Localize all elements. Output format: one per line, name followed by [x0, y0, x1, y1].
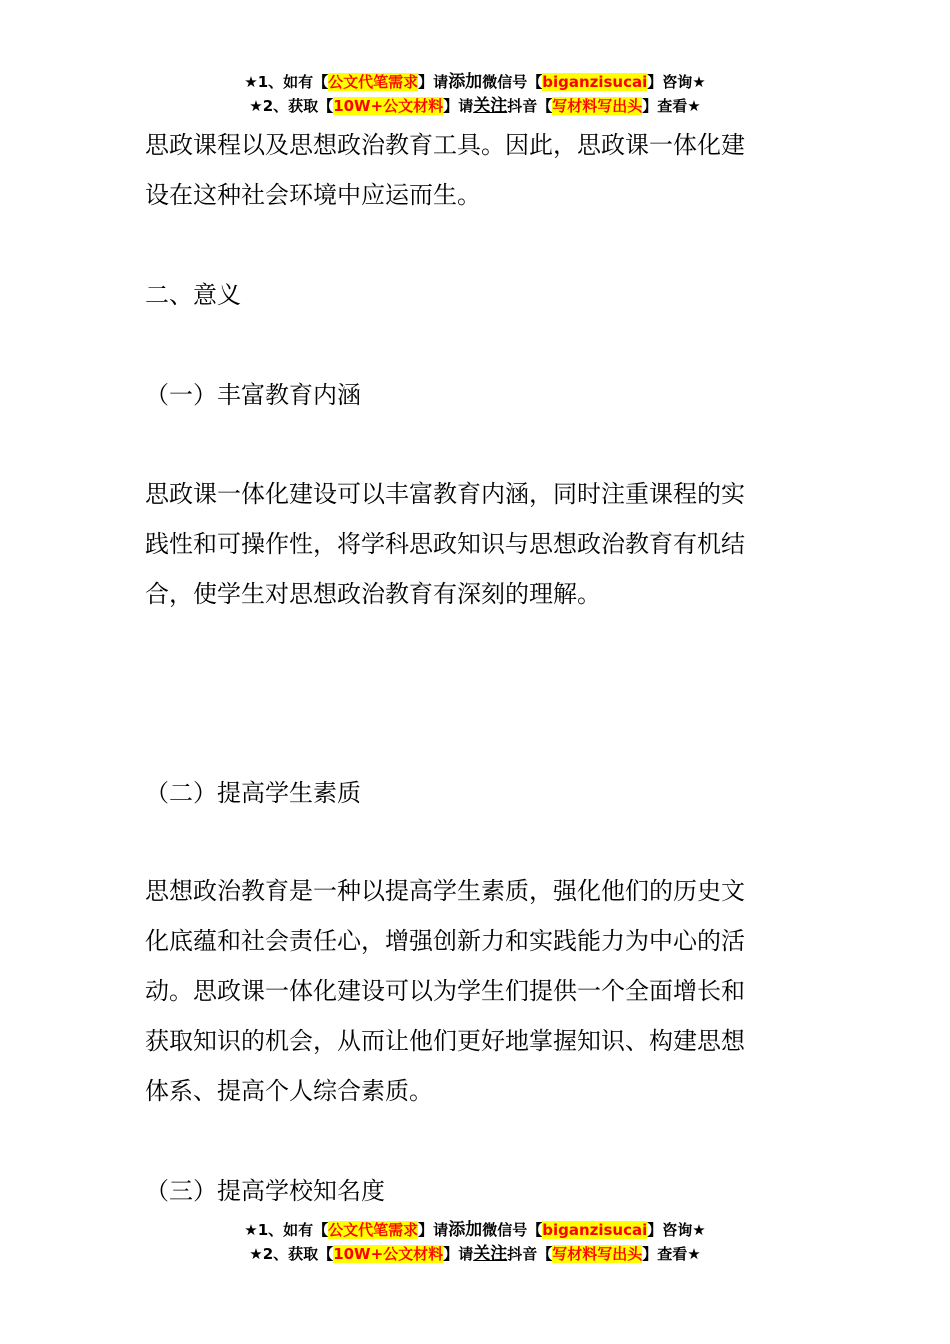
paragraph-intro-end: 思政课程以及思想政治教育工具。因此，思政课一体化建 设在这种社会环境中应运而生。	[145, 131, 745, 209]
subsection-title-1: （一）丰富教育内涵	[145, 381, 361, 409]
header-banner	[0, 70, 950, 118]
section-title-significance: 二、意义	[145, 281, 241, 309]
paragraph-subsection-1: 思政课一体化建设可以丰富教育内涵，同时注重课程的实 践性和可操作性，将学科思政知识与思想政治教育有机结 合，使学生对思想政治教育有深刻的理解。	[145, 480, 745, 608]
banner-line-2: ★2、获取【10W+公文材料】请关注抖音【写材料写出头】查看★	[249, 96, 701, 116]
highlight-ghostwriting: 公文代笔需求	[328, 73, 419, 91]
footer-banner-line-2: ★2、获取【10W+公文材料】请关注抖音【写材料写出头】查看★	[249, 1244, 701, 1264]
highlight-materials: 10W+公文材料	[333, 97, 444, 115]
banner-line-1: ★1、如有【公文代笔需求】请添加微信号【biganzisucai】咨询★	[244, 72, 706, 92]
subsection-title-3: （三）提高学校知名度	[145, 1177, 385, 1205]
highlight-douyin: 写材料写出头	[552, 97, 643, 115]
footer-banner-line-1: ★1、如有【公文代笔需求】请添加微信号【biganzisucai】咨询★	[244, 1220, 706, 1240]
highlight-wechat-id: biganzisucai	[542, 73, 648, 91]
paragraph-subsection-2: 思想政治教育是一种以提高学生素质，强化他们的历史文 化底蕴和社会责任心，增强创新力和实践能力为中心的活 动。思政课一体化建设可以为学生们提供一个全面增长和 获取知识的机会，从而让他们更好地掌握知识、构建思想 体系、提高个人综合素质。	[145, 877, 745, 1105]
footer-banner	[0, 1218, 950, 1266]
subsection-title-2: （二）提高学生素质	[145, 779, 361, 807]
